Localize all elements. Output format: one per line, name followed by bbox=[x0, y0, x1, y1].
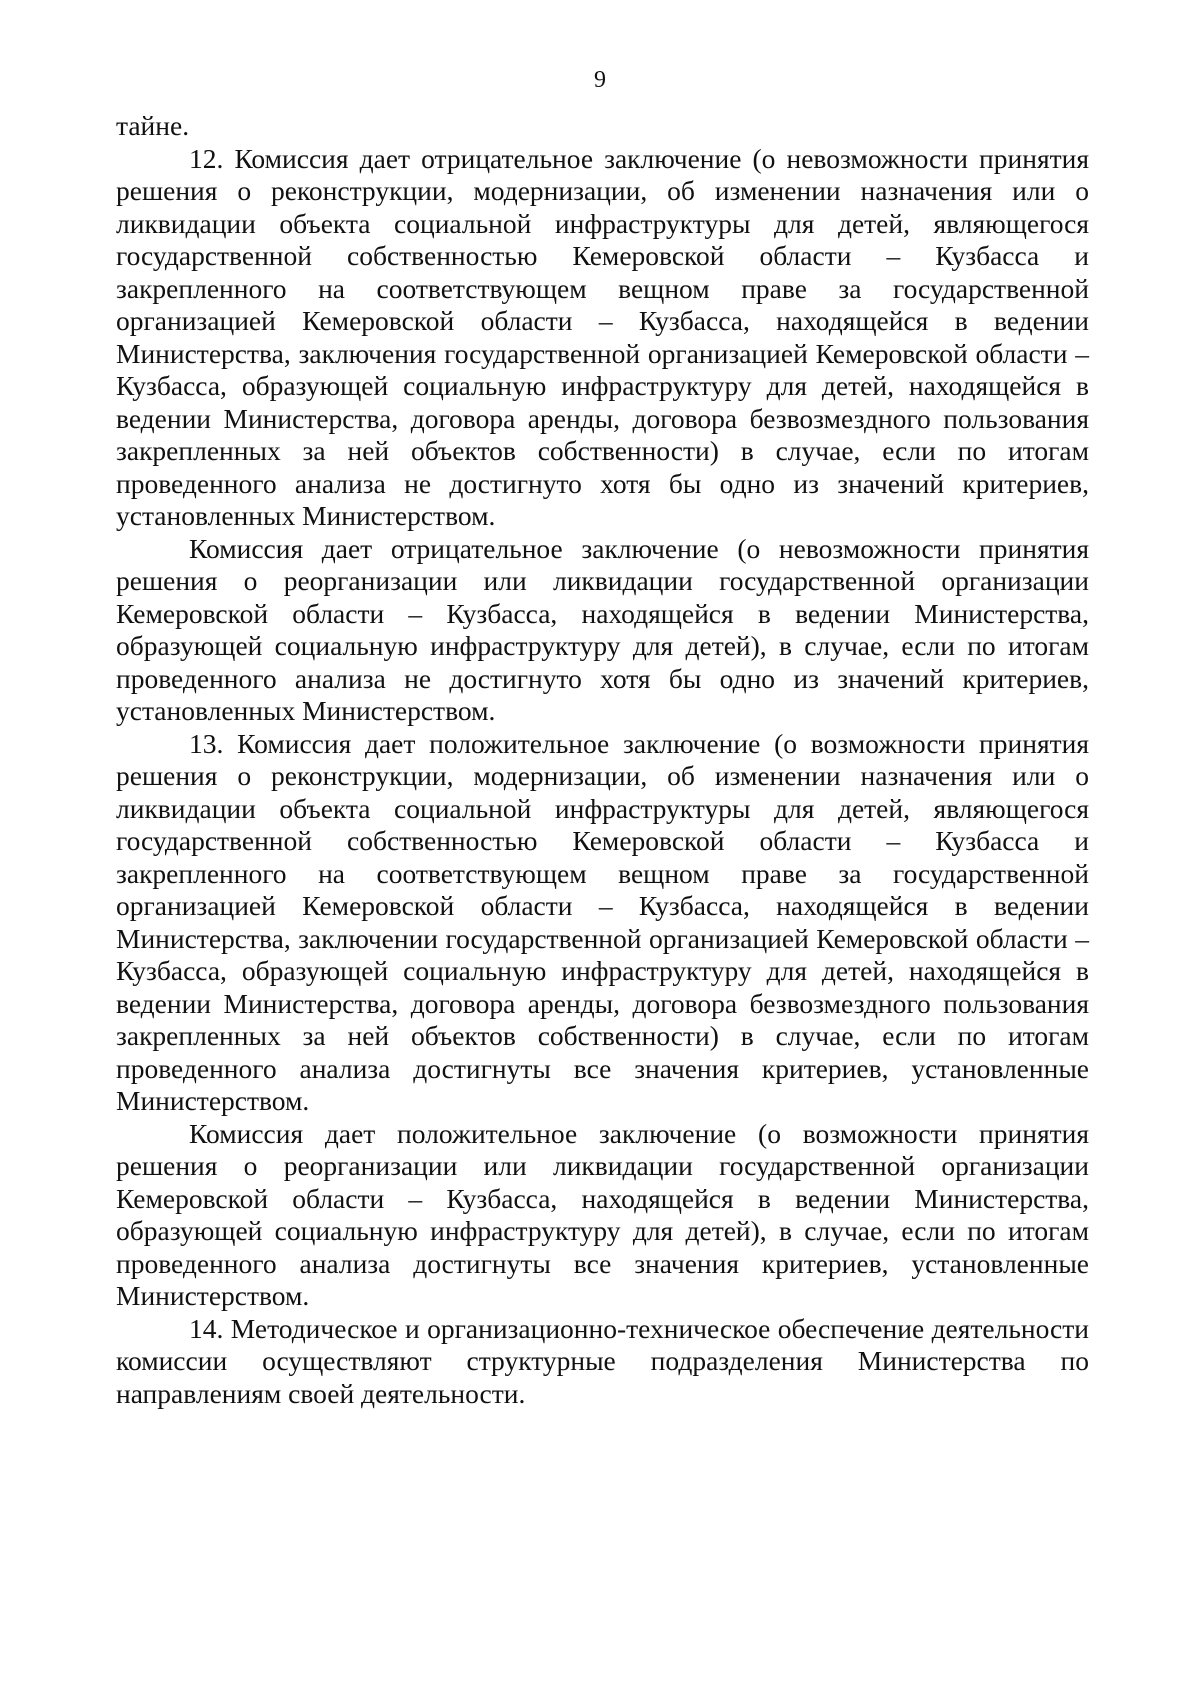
page-number: 9 bbox=[594, 67, 606, 93]
paragraph-item-13-reorganization: Комиссия дает положительное заключение (о возможности принятия решения о реорганизации или ликвидации государственной организации Кемеровской области – Кузбасса, находящейся в ведении Министерства, образующей социальную инфраструктуру для детей), в случае, если по итогам проведенного анализа достигнуты все значения критериев, установленные Министерством. bbox=[116, 1117, 1089, 1311]
paragraph-item-13: 13. Комиссия дает положительное заключение (о возможности принятия решения о реконструкции, модернизации, об изменении назначения или о ликвидации объекта социальной инфраструктуры для детей, являющегося государственной собственностью Кемеровской области – Кузбасса и закрепленного на соответствующем вещном праве за государственной организацией Кемеровской области – Кузбасса, находящейся в ведении Министерства, заключении государственной организацией Кемеровской области – Кузбасса, образующей социальную инфраструктуру для детей, находящейся в ведении Министерства, договора аренды, договора безвозмездного пользования закрепленных за ней объектов собственности) в случае, если по итогам проведенного анализа достигнуты все значения критериев, установленные Министерством. bbox=[116, 727, 1089, 1116]
document-body bbox=[116, 110, 1089, 1410]
paragraph-continuation: тайне. bbox=[116, 110, 190, 141]
paragraph-item-12: 12. Комиссия дает отрицательное заключение (о невозможности принятия решения о реконструкции, модернизации, об изменении назначения или о ликвидации объекта социальной инфраструктуры для детей, являющегося государственной собственностью Кемеровской области – Кузбасса и закрепленного на соответствующем вещном праве за государственной организацией Кемеровской области – Кузбасса, находящейся в ведении Министерства, заключения государственной организацией Кемеровской области – Кузбасса, образующей социальную инфраструктуру для детей, находящейся в ведении Министерства, договора аренды, договора безвозмездного пользования закрепленных за ней объектов собственности) в случае, если по итогам проведенного анализа не достигнуто хотя бы одно из значений критериев, установленных Министерством. bbox=[116, 142, 1089, 531]
paragraph-item-14: 14. Методическое и организационно-техническое обеспечение деятельности комиссии осуществляют структурные подразделения Министерства по направлениям своей деятельности. bbox=[116, 1312, 1089, 1409]
paragraph-item-12-reorganization: Комиссия дает отрицательное заключение (о невозможности принятия решения о реорганизации или ликвидации государственной организации Кемеровской области – Кузбасса, находящейся в ведении Министерства, образующей социальную инфраструктуру для детей), в случае, если по итогам проведенного анализа не достигнуто хотя бы одно из значений критериев, установленных Министерством. bbox=[116, 532, 1089, 726]
